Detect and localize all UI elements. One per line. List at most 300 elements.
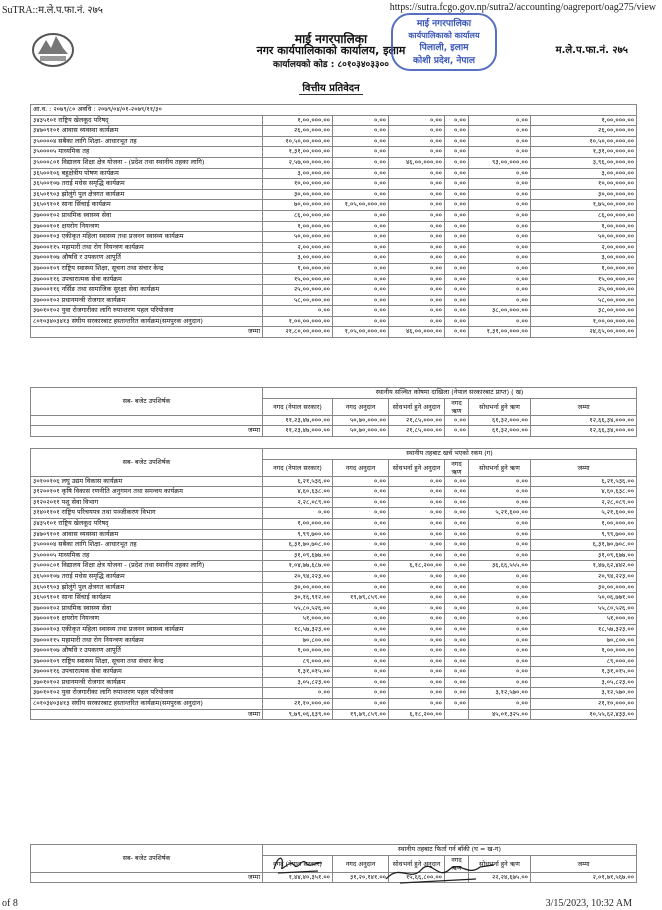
row-label: ३७०००१०७ औषधि र उपकरण आपूर्ति: [31, 646, 263, 657]
cell: ०.००: [445, 646, 469, 657]
cell: ०.००: [469, 550, 531, 561]
row-label: ३६५०९१०१ साना सिंचाई कार्यक्रम: [31, 200, 263, 211]
total-row: [31, 709, 637, 720]
row-label: ३७०००११६ उपचारात्मक सेवा कार्यक्रम: [31, 274, 263, 285]
col-head: नगद (नेपाल सरकार): [263, 459, 333, 476]
cell: ०.००: [333, 189, 389, 200]
table-row: [31, 550, 637, 561]
table-row: [31, 487, 637, 498]
cell: ०.००: [445, 656, 469, 667]
cell: ०.००: [469, 200, 531, 211]
cell: ०.००: [469, 603, 531, 614]
total-cell: ५०,७०,०००.००: [333, 426, 389, 437]
cell: ०.००: [469, 540, 531, 551]
svg-text:कोशी प्रदेश, नेपाल: कोशी प्रदेश, नेपाल: [413, 56, 475, 66]
cell: १,००,०००.००: [263, 646, 333, 657]
form-number: म.ले.प.फा.नं. २७५: [555, 45, 628, 56]
cell: ४,६०,६३८.००: [263, 487, 333, 498]
cell: ०.००: [333, 677, 389, 688]
cell: ०.००: [469, 316, 531, 327]
cell: ०.००: [445, 529, 469, 540]
row-label: ३७०००१०२ प्रधानमन्त्री रोजगार कार्यक्रम: [31, 295, 263, 306]
cell: ०.००: [389, 624, 445, 635]
cell: ०.००: [389, 147, 445, 158]
cell: ०.००: [333, 263, 389, 274]
cell: ०.००: [333, 295, 389, 306]
cell: ३,००,०००.००: [263, 168, 333, 179]
cell: ०.००: [333, 508, 389, 519]
table-row: [31, 476, 637, 487]
cell: ०.००: [389, 593, 445, 604]
cell: १२,६६,३४,०००.००: [531, 415, 637, 426]
cell: ६,३१,७०,७०८.००: [531, 540, 637, 551]
cell: ०.००: [333, 497, 389, 508]
cell: ३१,०९,६७७.००: [531, 550, 637, 561]
cell: ०.००: [263, 508, 333, 519]
cell: ०.००: [389, 189, 445, 200]
cell: ०.००: [469, 571, 531, 582]
cell: ०.००: [333, 540, 389, 551]
cell: ०.००: [333, 529, 389, 540]
table-row: [31, 603, 637, 614]
table-row: [31, 168, 637, 179]
cell: ६,२१,५३६.००: [263, 476, 333, 487]
cell: ०.००: [469, 677, 531, 688]
col-head: नगद (नेपाल सरकार): [263, 855, 333, 872]
cell: १,७५,००,०००.००: [531, 200, 637, 211]
cell: ६१,३२,०००.००: [469, 415, 531, 426]
table-row: [31, 614, 637, 625]
row-label: ३४७०९१०१ आवास व्यवस्था कार्यक्रम: [31, 126, 263, 137]
cell: २१,१०,०००.००: [531, 699, 637, 710]
table-row: [31, 306, 637, 317]
cell: १,००,००,०००.००: [263, 316, 333, 327]
cell: ८९,०००.००: [531, 656, 637, 667]
cell: ०.००: [469, 179, 531, 190]
total-cell: ३१,२०,१४१.००: [333, 872, 389, 883]
cell: २६,००,०००.००: [531, 126, 637, 137]
cell: १,००,०००.००: [531, 518, 637, 529]
table-row: [31, 147, 637, 158]
total-cell: ११,२३,४७,०००.००: [263, 426, 333, 437]
row-label: ८०१०३४०३४१३ संघीय सरकारबाट हस्तान्तरित कार्यक्रम(समपुरक अनुदान): [31, 699, 263, 710]
cell: ३६,६६,५५५.००: [469, 561, 531, 572]
cell: ०.००: [469, 518, 531, 529]
sub-budget-heading: सब- बजेट उपशिर्षक: [31, 388, 263, 416]
cell: २,२८,०८९.००: [263, 497, 333, 508]
row-label: ३७०००१०१ क्षयरोग नियन्त्रण: [31, 614, 263, 625]
total-cell: २१,८०,००,०००.००: [263, 327, 333, 338]
table-row: [31, 274, 637, 285]
cell: ०.००: [445, 635, 469, 646]
cell: ०.००: [469, 136, 531, 147]
cell: ३०,००,०००.००: [531, 582, 637, 593]
table-row: [31, 508, 637, 519]
cell: ०.००: [469, 635, 531, 646]
cell: ०.००: [389, 316, 445, 327]
cell: ५५,८०,५२६.००: [531, 603, 637, 614]
table-row: [31, 561, 637, 572]
cell: १,०५,००,०००.००: [333, 200, 389, 211]
deposit-table: [30, 387, 637, 437]
table-row: [31, 316, 637, 327]
total-cell: २२,२४,६७५.००: [469, 872, 531, 883]
cell: ०.००: [389, 646, 445, 657]
total-cell: ६१,३२,०००.००: [469, 426, 531, 437]
cell: ०.००: [389, 656, 445, 667]
cell: १८,५७,३२३.००: [531, 624, 637, 635]
cell: १,००,०००.००: [263, 115, 333, 126]
fiscal-year-row: आ.व. : २०७९/८० अवधि : २०७९/०४/०१-२०७९/११/३०: [31, 105, 637, 116]
cell: ९,९९,७००.००: [263, 529, 333, 540]
table-row: [31, 189, 637, 200]
row-label: ३५००००५ माध्यमिक तह: [31, 550, 263, 561]
cell: ०.००: [333, 126, 389, 137]
cell: ०.००: [389, 476, 445, 487]
cell: ०.००: [469, 115, 531, 126]
cell: ०.००: [333, 285, 389, 296]
cell: ०.००: [263, 688, 333, 699]
cell: ०.००: [333, 168, 389, 179]
cell: १०,००,०००.००: [531, 179, 637, 190]
cell: ०.००: [389, 677, 445, 688]
row-label: ३७०००१०२ प्राथमिक स्वास्थ्य सेवा: [31, 210, 263, 221]
cell: ०.००: [333, 221, 389, 232]
table-row: [31, 635, 637, 646]
cell: ८६,००,०००.००: [263, 210, 333, 221]
cell: १५,००,०००.००: [263, 274, 333, 285]
cell: ०.००: [333, 232, 389, 243]
cell: ०.००: [445, 508, 469, 519]
total-cell: १,३१,००,०००.००: [469, 327, 531, 338]
cell: १,३१,०१५.००: [263, 667, 333, 678]
cell: १,००,०००.००: [531, 221, 637, 232]
cell: ५८,००,०००.००: [263, 295, 333, 306]
cell: ०.००: [445, 476, 469, 487]
cell: ०.००: [469, 656, 531, 667]
cell: १,३१,००,०००.००: [531, 147, 637, 158]
cell: १,००,०००.००: [263, 221, 333, 232]
cell: २,००,०००.००: [531, 242, 637, 253]
print-timestamp: 3/15/2023, 10:32 AM: [545, 898, 632, 909]
cell: ७०,८००.००: [263, 635, 333, 646]
row-label: ३७०००१०९ राष्ट्रिय स्वास्थ्य शिक्षा, सूचना तथा संचार केन्द्र: [31, 656, 263, 667]
cell: ०.००: [445, 274, 469, 285]
row-label: ३५००००४ सबैका लागि शिक्षा- आधारभूत तह: [31, 540, 263, 551]
col-head: जम्मा: [531, 855, 637, 872]
cell: ०.००: [333, 253, 389, 264]
cell: ०.००: [469, 582, 531, 593]
cell: ६,१८,२००.००: [389, 561, 445, 572]
cell: ३०,००,०००.००: [263, 582, 333, 593]
cell: ०.००: [445, 232, 469, 243]
table-row: [31, 179, 637, 190]
cell: ०.००: [333, 242, 389, 253]
total-label: जम्मा: [31, 872, 263, 883]
cell: १,००,०००.००: [263, 263, 333, 274]
table-row: [31, 497, 637, 508]
cell: ०.००: [445, 136, 469, 147]
total-cell: १,४४,४०,३५१.००: [263, 872, 333, 883]
cell: ०.००: [389, 136, 445, 147]
cell: ३,००,०००.००: [263, 253, 333, 264]
cell: ०.००: [445, 550, 469, 561]
row-label: ३४३५१०१ राष्ट्रिय खेलकूद परिषद्: [31, 115, 263, 126]
cell: ०.००: [333, 476, 389, 487]
cell: ०.००: [333, 306, 389, 317]
cell: ०.००: [445, 221, 469, 232]
row-label: ३६५०१९०३ झोलुंगे पुल क्षेत्रगत कार्यक्रम: [31, 189, 263, 200]
cell: ०.००: [445, 295, 469, 306]
total-row: [31, 327, 637, 338]
cell: ०.००: [389, 221, 445, 232]
cell: ३८,००,०००.००: [531, 306, 637, 317]
cell: ०.००: [469, 168, 531, 179]
cell: ५,२१,६००.००: [531, 508, 637, 519]
cell: १,००,०००.००: [531, 115, 637, 126]
cell: ०.००: [469, 593, 531, 604]
row-label: ३१२००१०१ कृषि विकास रणनीति अनुगमन तथा समन्वय कार्यक्रम: [31, 487, 263, 498]
cell: ७०,००,०००.००: [263, 200, 333, 211]
cell: ३,१२,५७०.००: [531, 688, 637, 699]
total-cell: १,०५,००,०००.००: [333, 327, 389, 338]
cell: ५१,०००.००: [531, 614, 637, 625]
row-label: ३६५००१०६ बहुक्षेत्रीय पोषण कार्यक्रम: [31, 168, 263, 179]
cell: ०.००: [333, 518, 389, 529]
cell: ०.००: [469, 529, 531, 540]
cell: ०.००: [389, 699, 445, 710]
row-label: ३७०१०१०२ युवा रोजगारीका लागि रुपान्तरण पहल परियोजना: [31, 688, 263, 699]
cell: २१,८५,०००.००: [389, 415, 445, 426]
cell: १,००,०००.००: [531, 263, 637, 274]
cell: ०.००: [333, 571, 389, 582]
cell: २१,१०,०००.००: [263, 699, 333, 710]
cell: ५८,००,०००.००: [531, 295, 637, 306]
cell: ०.००: [389, 295, 445, 306]
cell: २५,००,०००.००: [263, 285, 333, 296]
cell: ०.००: [469, 476, 531, 487]
sub-budget-heading: सब- बजेट उपशिर्षक: [31, 449, 263, 477]
cell: २०,९४,२२३.००: [263, 571, 333, 582]
cell: १,००,००,०००.००: [531, 316, 637, 327]
col-head: नगद ऋण: [445, 398, 469, 415]
row-label: ३४७०९१०१ आवास व्यवस्था कार्यक्रम: [31, 529, 263, 540]
cell: ०.००: [469, 614, 531, 625]
row-label: ३५००००५ माध्यमिक तह: [31, 147, 263, 158]
table-row: [31, 540, 637, 551]
cell: ३०,००,०००.००: [531, 189, 637, 200]
signature-2: [380, 857, 500, 887]
cell: ५,२१,६००.००: [469, 508, 531, 519]
cell: ०.००: [389, 614, 445, 625]
col-head: नगद ऋण: [445, 855, 469, 872]
table-row: [31, 221, 637, 232]
cell: ५०,०६,७७१.००: [531, 593, 637, 604]
svg-text:पिलाली, इलाम: पिलाली, इलाम: [419, 43, 469, 53]
cell: ०.००: [333, 179, 389, 190]
cell: ६,२१,५३६.००: [531, 476, 637, 487]
row-label: ३४३५१०१ राष्ट्रिय खेलकूद परिषद्: [31, 518, 263, 529]
table-row: [31, 656, 637, 667]
row-label: ३६५०९१०१ साना सिंचाई कार्यक्रम: [31, 593, 263, 604]
cell: ०.००: [333, 614, 389, 625]
cell: ९३,००,०००.००: [469, 157, 531, 168]
total-cell: ०.००: [445, 327, 469, 338]
cell: ३,१२,५७०.००: [469, 688, 531, 699]
cell: ०.००: [333, 316, 389, 327]
browser-header-left: SuTRA::म.ले.प.फा.नं. २७५: [2, 5, 104, 16]
cell: ०.००: [333, 274, 389, 285]
table-row: [31, 646, 637, 657]
row-label: ३१४०११०१ राष्ट्रिय परिचयपत्र तथा पञ्जीकरण विभाग: [31, 508, 263, 519]
cell: ०.००: [445, 699, 469, 710]
cell: १०,५०,००,०००.००: [531, 136, 637, 147]
office-subtitle: नगर कार्यपालिकाको कार्यालय, इलाम: [256, 44, 406, 57]
cell: ०.००: [333, 688, 389, 699]
cell: ८९,०००.००: [263, 656, 333, 667]
cell: ०.००: [389, 550, 445, 561]
report-title: वित्तीय प्रतिवेदन: [0, 80, 662, 94]
cell: ०.००: [469, 221, 531, 232]
row-label: ३७०१०१०२ युवा रोजगारीका लागि रुपान्तरण पहल परियोजना: [31, 306, 263, 317]
cell: ०.००: [445, 593, 469, 604]
cell: ११,२३,४७,०००.००: [263, 415, 333, 426]
cell: ९,९९,७००.००: [531, 529, 637, 540]
cell: ०.००: [389, 115, 445, 126]
cell: ०.००: [469, 487, 531, 498]
cell: ०.००: [445, 285, 469, 296]
cell: ०.००: [389, 285, 445, 296]
total-label: जम्मा: [31, 327, 263, 338]
col-head: नगद अनुदान: [333, 855, 389, 872]
cell: ०.००: [389, 540, 445, 551]
col-head: सोधभर्ना हुने अनुदान: [389, 459, 445, 476]
row-label: ३७०००११६ नर्सिङ तथा सामाजिक सुरक्षा सेवा कार्यक्रम: [31, 285, 263, 296]
row-label: ८०१०३४०३४१३ संघीय सरकारबाट हस्तान्तरित कार्यक्रम(समपुरक अनुदान): [31, 316, 263, 327]
cell: ०.००: [389, 635, 445, 646]
total-cell: ४६,००,०००.००: [389, 327, 445, 338]
cell: ०.००: [389, 667, 445, 678]
table-row: [31, 582, 637, 593]
table-row: [31, 518, 637, 529]
cell: ०.००: [445, 614, 469, 625]
cell: ०.००: [445, 115, 469, 126]
cell: ०.००: [333, 157, 389, 168]
cell: ०.००: [445, 189, 469, 200]
table-row: [31, 688, 637, 699]
cell: ५०,००,०००.००: [263, 232, 333, 243]
cell: ०.००: [389, 518, 445, 529]
total-cell: ६,१८,२००.००: [389, 709, 445, 720]
table-row: [31, 624, 637, 635]
browser-url: https://sutra.fcgo.gov.np/sutra2/accounting/oagreport/oag275/view: [389, 2, 656, 13]
col-head: सोधभर्ना हुने अनुदान: [389, 398, 445, 415]
cell: १,०४,७७,६८७.००: [263, 561, 333, 572]
cell: ०.००: [445, 667, 469, 678]
row-label: ३६५००१०७ तराई मधेस समृद्धि कार्यक्रम: [31, 179, 263, 190]
col-head: सोधभर्ना हुने ऋण: [469, 855, 531, 872]
cell: ०.००: [469, 210, 531, 221]
cell: १८,५७,३२३.००: [263, 624, 333, 635]
cell: ०.००: [469, 274, 531, 285]
total-cell: २४,६५,००,०००.००: [531, 327, 637, 338]
cell: ०.००: [333, 699, 389, 710]
cell: ०.००: [333, 487, 389, 498]
cell: १,४७,६२,४४२.००: [531, 561, 637, 572]
office-name: माई नगरपालिका: [294, 32, 368, 46]
section-title: स्थानीय तहबाट खर्च भएको रकम (ग): [263, 449, 637, 460]
cell: ०.००: [389, 508, 445, 519]
cell: ०.००: [333, 136, 389, 147]
cell: ०.००: [445, 688, 469, 699]
cell: ०.००: [389, 200, 445, 211]
row-label: ३७०००१०१ क्षयरोग नियन्त्रण: [31, 221, 263, 232]
row-label: ३५००००४ सबैका लागि शिक्षा- आधारभूत तह: [31, 136, 263, 147]
cell: ०.००: [389, 571, 445, 582]
cell: ०.००: [333, 561, 389, 572]
cell: ०.००: [333, 635, 389, 646]
cell: ०.००: [389, 487, 445, 498]
table-row: [31, 200, 637, 211]
cell: ०.००: [389, 126, 445, 137]
cell: ०.००: [389, 306, 445, 317]
table-row: [31, 667, 637, 678]
signature-1: [268, 851, 328, 877]
total-cell: १२,६६,३४,०००.००: [531, 426, 637, 437]
table-row: [31, 115, 637, 126]
section-title: स्थानीय सञ्चित कोषमा दाखिला (नेपाल सरकारबाट प्राप्त) ( ख): [263, 388, 637, 399]
cell: २,००,०००.००: [263, 242, 333, 253]
cell: २,२८,०८९.००: [531, 497, 637, 508]
cell: ०.००: [445, 168, 469, 179]
section-title: स्थानीय तहबाट फिर्ता गर्न बाँकी (घ = ख-ग): [263, 845, 637, 856]
cell: ०.००: [389, 168, 445, 179]
cell: १,३१,०१५.००: [531, 667, 637, 678]
table-row: [31, 571, 637, 582]
cell: ६,३१,७०,७०८.००: [263, 540, 333, 551]
total-cell: [445, 709, 469, 720]
cell: ०.००: [469, 667, 531, 678]
office-stamp: [388, 12, 500, 72]
cell: ४,६०,६३८.००: [531, 487, 637, 498]
cell: ३१,०९,६७७.००: [263, 550, 333, 561]
cell: ०.००: [445, 497, 469, 508]
cell: २५,००,०००.००: [531, 285, 637, 296]
total-cell: १०,५५,६२,४३३.००: [531, 709, 637, 720]
sub-budget-heading: सब- बजेट उपशिर्षक: [31, 845, 263, 873]
cell: ३८,००,०००.००: [469, 306, 531, 317]
cell: ०.००: [389, 497, 445, 508]
cell: ०.००: [389, 529, 445, 540]
row-label: ३७०००१०९ राष्ट्रिय स्वास्थ्य शिक्षा, सूचना तथा संचार केन्द्र: [31, 263, 263, 274]
cell: ०.००: [445, 561, 469, 572]
row-label: ३७०१०१०२ प्रधानमन्त्री रोजगार कार्यक्रम: [31, 677, 263, 688]
cell: ०.००: [445, 487, 469, 498]
cell: ०.००: [333, 667, 389, 678]
cell: ८६,००,०००.००: [531, 210, 637, 221]
cell: ०.००: [469, 147, 531, 158]
cell: ०.००: [445, 200, 469, 211]
cell: १०,५०,००,०००.००: [263, 136, 333, 147]
total-cell: २१,८५,०००.००: [389, 426, 445, 437]
total-cell: ९,७९,०६,६३९.००: [263, 709, 333, 720]
cell: ०.००: [445, 179, 469, 190]
col-head: नगद अनुदान: [333, 398, 389, 415]
cell: ०.००: [389, 263, 445, 274]
cell: ३,००,०००.००: [531, 168, 637, 179]
cell: ०.००: [445, 624, 469, 635]
cell: २०,९४,२२३.००: [531, 571, 637, 582]
